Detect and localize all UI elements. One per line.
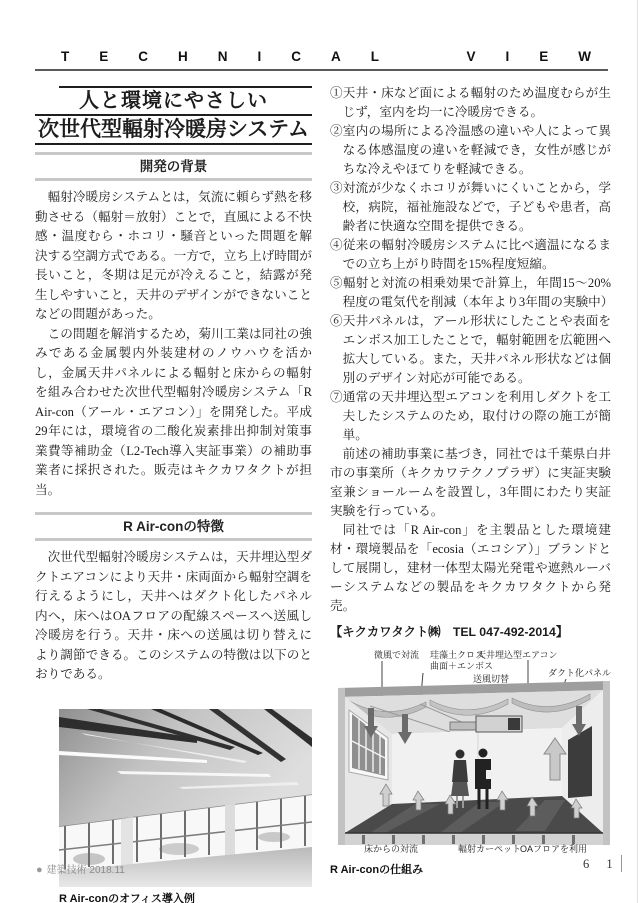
diagram-label-cloth-line2: 曲面＋エンボス <box>430 661 494 671</box>
section-heading-background <box>35 152 312 181</box>
section-title-background: 開発の背景 <box>139 159 208 174</box>
right-column <box>330 84 614 878</box>
footer-bullet-icon: ● <box>36 864 43 876</box>
feature-item-2: ②室内の場所による冷温感の違いや人によって異なる体感温度の違いを軽減でき，女性が感じがちな冷えやほてりを軽減できる。 <box>330 124 611 176</box>
article-title-line2: 次世代型輻射冷暖房システム <box>38 118 309 141</box>
background-paragraph-1: 輻射冷暖房システムとは，気流に頼らず熱を移動させる（輻射＝放射）ことで，直風による不快感・温度むら・ホコリ・騒音といった問題を解決する空調方式である。一方で，立ち上げ時間が長いこと，冬期は足元が冷えること，結露が発生しやすいこと，天井のデザインができないことなどの問題があった。 <box>35 190 312 321</box>
page-edge-line <box>637 0 638 903</box>
diagram-caption: R Air-conの仕組み <box>330 864 424 876</box>
left-column <box>35 86 312 903</box>
diagram-label-floor-convection: 床からの対流 <box>364 844 419 854</box>
journal-name-date: 建築技術 2018.11 <box>46 865 125 876</box>
heading-bar-bottom <box>35 538 312 541</box>
diagram-label-switch: 送風切替 <box>473 674 510 684</box>
features-intro-paragraph: 次世代型輻射冷暖房システムは，天井埋込型ダクトエアコンにより天井・床両面から輻射空調を行えるようにし，天井へはダクト化したパネル内へ，床へはOAフロアの配線スペースへ送風し冷暖房を行う。天井・床への送風は切り替えにより調節できる。このシステムの特徴は以下のとおりである。 <box>35 550 312 681</box>
diagram-label-aircon: 天井埋込型エアコン <box>477 650 558 660</box>
diagram-label-cloth-line1: 珪藻土クロス <box>430 650 485 660</box>
feature-list <box>330 84 614 445</box>
heading-bar-bottom <box>35 178 312 181</box>
contact-info: 【キクカワタクト㈱ TEL 047-492-2014】 <box>330 625 569 639</box>
masthead-title: TECHNICAL VIEW <box>61 49 622 64</box>
feature-item-7: ⑦通常の天井埋込型エアコンを利用しダクトを工夫したシステムのため，取付けの際の施工が簡単。 <box>330 390 611 442</box>
feature-item-4: ④従来の輻射冷暖房システムに比べ適温になるまでの立ち上がり時間を15%程度短縮。 <box>330 238 611 271</box>
mechanism-diagram <box>330 648 612 858</box>
feature-item-5: ⑤輻射と対流の相乗効果で計算上，年間15～20%程度の電気代を削減（本年より3年間の実験中） <box>330 276 614 309</box>
article-title-line1: 人と環境にやさしい <box>79 90 268 112</box>
diagram-label-carpet: 輻射カーペット <box>458 844 522 854</box>
section-title-features: R Air-conの特徴 <box>123 519 224 534</box>
office-photo <box>59 709 312 887</box>
closing-paragraph-2: 同社では「R Air-con」を主製品とした環境建材・環境製品を「ecosia（エコシア）」ブランドとして展開し，建材一体型太陽光発電や遮熱ルーバーシステムなどの製品をキクカワタクトから発売。 <box>330 523 611 613</box>
masthead-rule <box>35 69 608 71</box>
feature-item-3: ③対流が少なくホコリが舞いにくいことから，学校，病院，福祉施設などで，子どもや患者，高齢者に快適な空間を提供できる。 <box>330 181 611 233</box>
diagram-label-oa-floor: OAフロアを利用 <box>520 844 588 854</box>
article-title-block <box>35 86 312 145</box>
feature-item-6: ⑥天井パネルは，アール形状にしたことや表面をエンボス加工したことで，輻射範囲を広範囲へ拡大している。また，天井パネル形状などは個別のデザイン対応が可能である。 <box>330 314 611 385</box>
section-heading-features <box>35 512 312 541</box>
photo-caption: R Air-conのオフィス導入例 <box>59 892 195 903</box>
page-number: 6 1 <box>583 857 620 871</box>
background-paragraph-2: この問題を解消するため，菊川工業は同社の強みである金属製内外装建材のノウハウを活かし，金属天井パネルによる輻射と床からの輻射を組み合わせた次世代型輻射冷暖房システム「R Air-con（アール・エアコン）」を開発した。平成29年には，環境省の二酸化炭素排出抑制対策事業費等補助金（L2-Tech導入実証事業）の補助事業者に採択された。販売はキクカワタクトが担当。 <box>35 326 312 497</box>
diagram-label-breeze: 微風で対流 <box>374 650 420 660</box>
journal-footer <box>36 861 125 876</box>
closing-paragraph-1: 前述の補助事業に基づき，同社では千葉県白井市の事業所（キクカワテクノプラザ）に実証実験室兼ショールームを設置し，3年間にわたり実証実験を行っている。 <box>330 447 611 518</box>
mechanism-diagram-graphic <box>330 648 612 858</box>
office-photo-graphic <box>59 709 312 887</box>
title-rule-bottom <box>35 143 312 145</box>
page-number-bar <box>621 855 622 872</box>
feature-item-1: ①天井・床など面による輻射のため温度むらが生じず，室内を均一に冷暖房できる。 <box>330 86 611 119</box>
diagram-label-duct-panel: ダクト化パネル <box>548 668 612 678</box>
